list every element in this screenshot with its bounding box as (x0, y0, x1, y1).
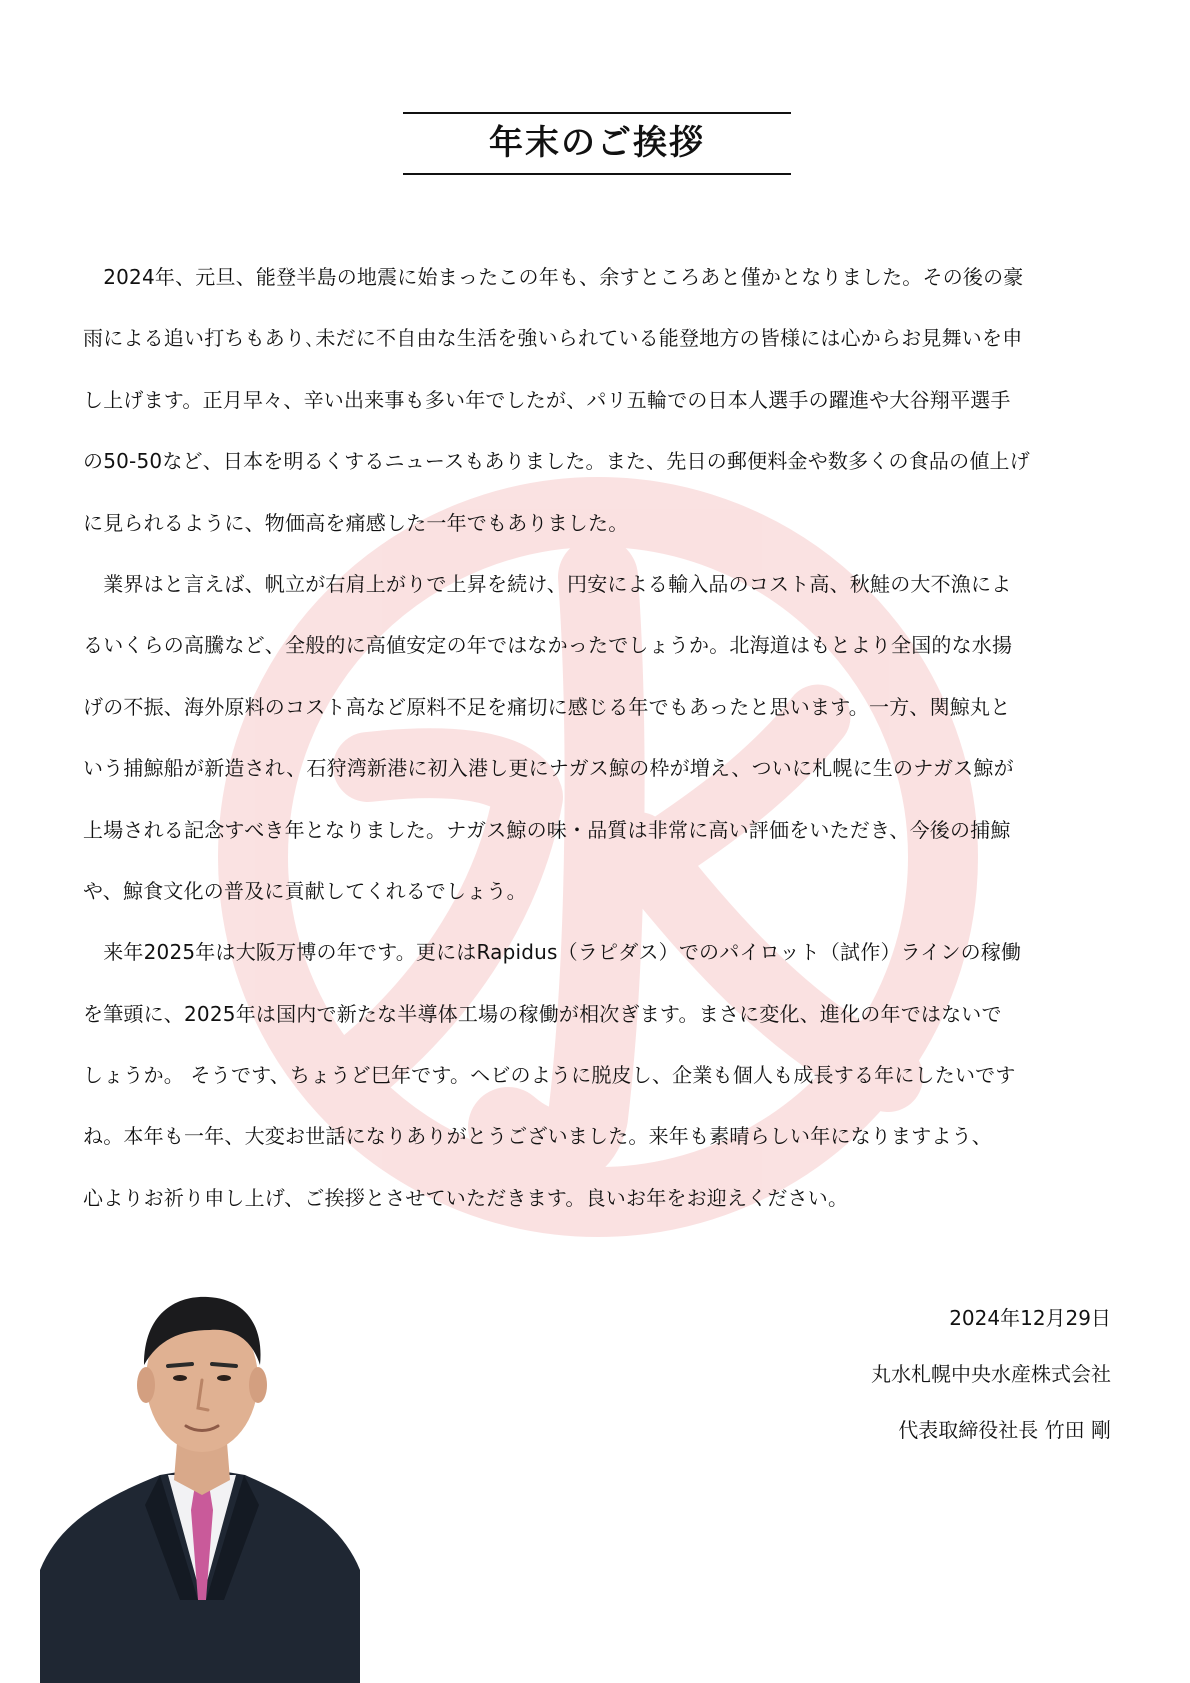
title-top-rule (403, 112, 791, 114)
page-title: 年末のご挨拶 (489, 123, 705, 163)
representative-name: 代表取締役社長 竹田 剛 (898, 1418, 1111, 1442)
text-line: に見られるように、物価高を痛感した一年でもありました。 (83, 510, 629, 535)
text-line: し上げます。正月早々、辛い出来事も多い年でしたが、パリ五輪での日本人選手の躍進や大谷翔平選手 (83, 387, 1011, 412)
text-line: 雨による追い打ちもあり､未だに不自由な生活を強いられている能登地方の皆様には心からお見舞いを申 (83, 326, 1023, 351)
text-line: を筆頭に、2025年は国内で新たな半導体工場の稼働が相次ぎます。まさに変化、進化の年ではないで (83, 1001, 1002, 1026)
president-portrait (40, 1270, 360, 1683)
text-line: 上場される記念すべき年となりました。ナガス鯨の味・品質は非常に高い評価をいただき、今後の捕鯨 (83, 817, 1011, 842)
text-line: るいくらの高騰など、全般的に高値安定の年ではなかったでしょうか。北海道はもとより全国的な水揚 (83, 633, 1013, 658)
letter-date: 2024年12月29日 (949, 1306, 1111, 1330)
title-block (403, 112, 791, 175)
signature-block (871, 1290, 1111, 1458)
text-line: や、鯨食文化の普及に貢献してくれるでしょう。 (83, 878, 527, 903)
text-line: の50-50など、日本を明るくするニュースもありました。また、先日の郵便料金や数多くの食品の値上げ (83, 449, 1030, 474)
text-line: 2024年、元旦、能登半島の地震に始まったこの年も、余すところあと僅かとなりました。その後の豪 (83, 265, 1024, 289)
greeting-body (83, 247, 1113, 1229)
text-line: げの不振、海外原料のコスト高など原料不足を痛切に感じる年でもあったと思います。一方、関鯨丸と (83, 694, 1011, 719)
text-line: 来年2025年は大阪万博の年です。更にはRapidus（ラピダス）でのパイロット（試作）ラインの稼働 (83, 940, 1022, 965)
text-line: 心よりお祈り申し上げ、ご挨拶とさせていただきます。良いお年をお迎えください。 (83, 1185, 849, 1210)
text-line: 業界はと言えば、帆立が右肩上がりで上昇を続け、円安による輸入品のコスト高、秋鮭の大不漁によ (83, 571, 1012, 596)
text-line: ね。本年も一年、大変お世話になりありがとうございました。来年も素晴らしい年になりますよう、 (83, 1124, 992, 1149)
title-bottom-rule (403, 173, 791, 175)
company-name: 丸水札幌中央水産株式会社 (871, 1362, 1111, 1386)
text-line: しょうか。 そうです、ちょうど巳年です。ヘビのように脱皮し、企業も個人も成長する年にしたいです (83, 1063, 1016, 1088)
text-line: いう捕鯨船が新造され、石狩湾新港に初入港し更にナガス鯨の枠が増え、ついに札幌に生のナガス鯨が (83, 756, 1014, 781)
